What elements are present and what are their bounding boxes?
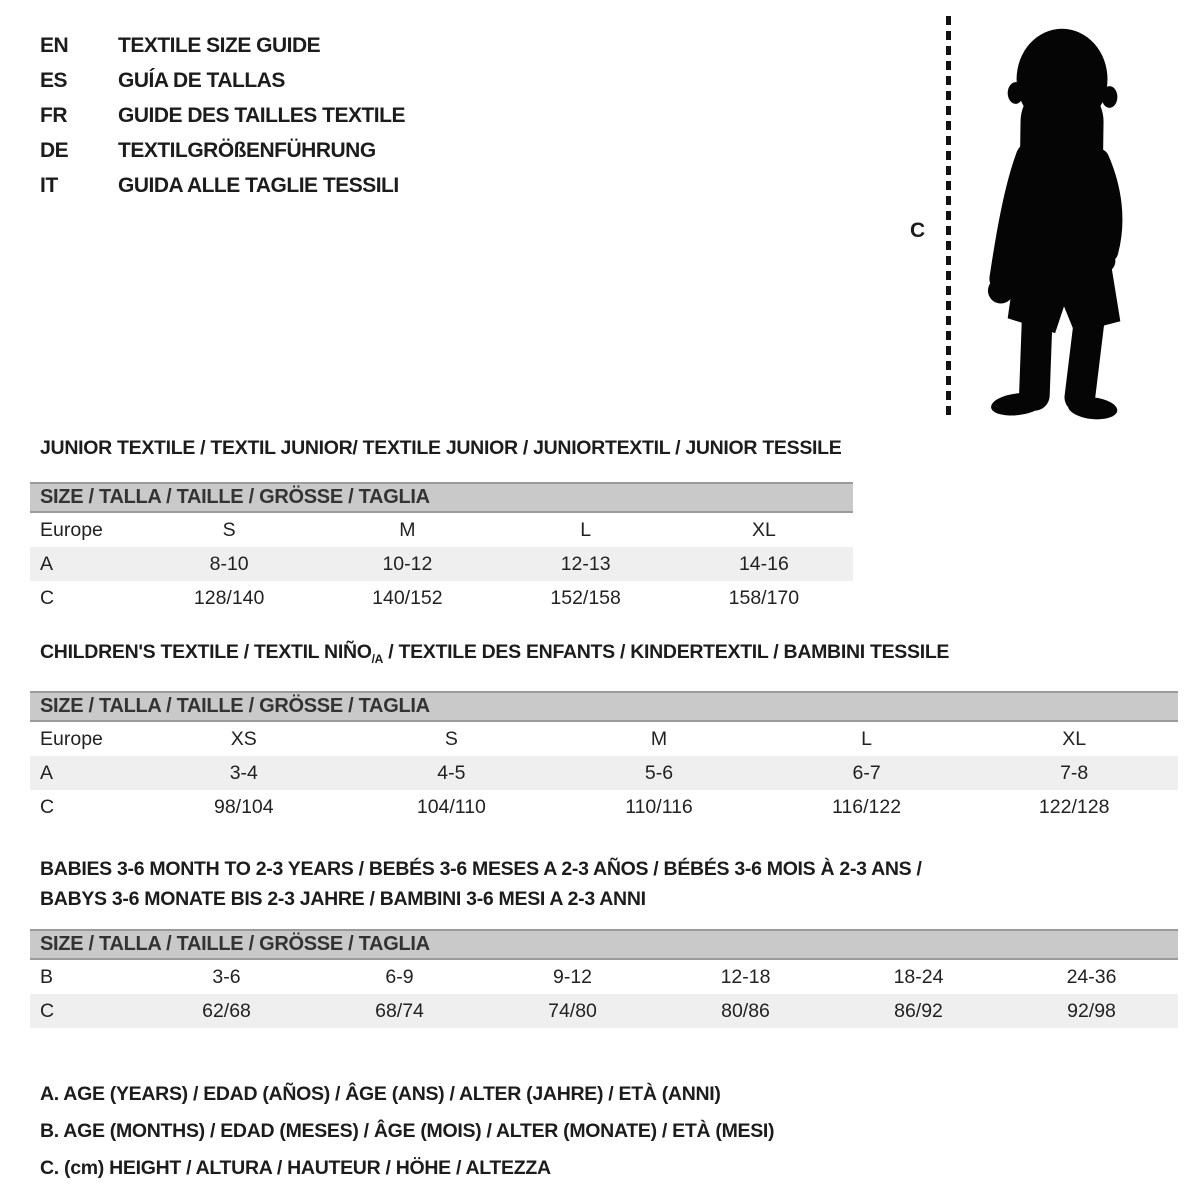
height-cell: 80/86 [721, 1000, 770, 1022]
baby-silhouette-icon [955, 10, 1175, 425]
junior-section-title: JUNIOR TEXTILE / TEXTIL JUNIOR/ TEXTILE JUNIOR / JUNIORTEXTIL / JUNIOR TESSILE [40, 437, 842, 459]
height-measure-label: C [910, 219, 926, 242]
table-row [30, 581, 853, 615]
row-label: B [40, 966, 54, 988]
children-size-table [30, 691, 1178, 824]
age-cell: 9-12 [552, 966, 593, 988]
height-cell: 62/68 [202, 1000, 251, 1022]
language-code: IT [40, 173, 58, 197]
table-row [30, 790, 1178, 824]
language-row-fr [40, 98, 405, 133]
language-title: TEXTILE SIZE GUIDE [118, 33, 321, 57]
table-row [30, 513, 853, 547]
height-cell: 98/104 [213, 796, 274, 818]
legend-line-age-months: B. AGE (MONTHS) / EDAD (MESES) / ÂGE (MOIS) / ALTER (MONATE) / ETÀ (MESI) [40, 1120, 775, 1142]
age-cell: 18-24 [893, 966, 944, 988]
table-row [30, 547, 853, 581]
legend-line-age-years: A. AGE (YEARS) / EDAD (AÑOS) / ÂGE (ANS) / ALTER (JAHRE) / ETÀ (ANNI) [40, 1083, 721, 1105]
age-cell: 6-9 [385, 966, 414, 988]
babies-title-line1: BABIES 3-6 MONTH TO 2-3 YEARS / BEBÉS 3-6 MESES A 2-3 AÑOS / BÉBÉS 3-6 MOIS À 2-3 ANS / [40, 858, 922, 880]
size-cell: XL [1062, 728, 1087, 750]
row-label: Europe [40, 728, 103, 750]
age-cell: 10-12 [382, 553, 433, 575]
table-row [30, 756, 1178, 790]
language-code: FR [40, 103, 67, 127]
age-cell: 7-8 [1060, 762, 1089, 784]
height-cell: 104/110 [416, 796, 486, 818]
age-cell: 24-36 [1066, 966, 1117, 988]
junior-size-table [30, 482, 853, 615]
height-measure-dashed-line [946, 16, 951, 416]
language-list [40, 28, 405, 203]
age-cell: 6-7 [852, 762, 881, 784]
age-cell: 3-4 [229, 762, 258, 784]
age-cell: 14-16 [738, 553, 789, 575]
language-row-it [40, 168, 405, 203]
children-size-header-bar: SIZE / TALLA / TAILLE / GRÖSSE / TAGLIA [30, 691, 1178, 722]
height-cell: 122/128 [1038, 796, 1110, 818]
size-cell: M [399, 519, 416, 541]
height-cell: 128/140 [193, 587, 265, 609]
height-cell: 74/80 [548, 1000, 597, 1022]
height-cell: 86/92 [894, 1000, 943, 1022]
row-label: A [40, 762, 54, 784]
age-cell: 12-13 [560, 553, 611, 575]
babies-title-line2: BABYS 3-6 MONATE BIS 2-3 JAHRE / BAMBINI 3-6 MESI A 2-3 ANNI [40, 888, 646, 910]
age-cell: 8-10 [209, 553, 249, 575]
height-cell: 92/98 [1067, 1000, 1116, 1022]
language-row-de [40, 133, 405, 168]
language-title: GUIDA ALLE TAGLIE TESSILI [118, 173, 399, 197]
height-cell: 68/74 [375, 1000, 424, 1022]
children-title-subscript: /A [371, 651, 384, 666]
table-row [30, 994, 1178, 1028]
size-cell: L [861, 728, 872, 750]
language-code: EN [40, 33, 69, 57]
junior-size-header-bar: SIZE / TALLA / TAILLE / GRÖSSE / TAGLIA [30, 482, 853, 513]
height-cell: 116/122 [832, 796, 902, 818]
table-row [30, 960, 1178, 994]
children-title-part1: CHILDREN'S TEXTILE / TEXTIL NIÑO [40, 641, 372, 663]
babies-section-title [40, 854, 922, 914]
size-cell: XL [751, 519, 776, 541]
row-label: Europe [40, 519, 103, 541]
children-title-part2: / TEXTILE DES ENFANTS / KINDERTEXTIL / BAMBINI TESSILE [383, 641, 950, 663]
language-title: GUÍA DE TALLAS [118, 68, 285, 92]
size-cell: L [580, 519, 592, 541]
size-cell: XS [230, 728, 257, 750]
size-cell: M [650, 728, 668, 750]
age-cell: 4-5 [437, 762, 466, 784]
age-cell: 3-6 [212, 966, 241, 988]
language-title: TEXTILGRÖßENFÜHRUNG [118, 138, 376, 162]
row-label: A [40, 553, 54, 575]
age-cell: 12-18 [720, 966, 771, 988]
children-section-title [40, 641, 949, 666]
language-title: GUIDE DES TAILLES TEXTILE [118, 103, 405, 127]
row-label: C [40, 1000, 55, 1022]
height-cell: 152/158 [550, 587, 621, 609]
babies-size-table [30, 929, 1178, 1028]
table-row [30, 722, 1178, 756]
language-row-en [40, 28, 405, 63]
size-cell: S [444, 728, 458, 750]
language-row-es [40, 63, 405, 98]
size-cell: S [222, 519, 236, 541]
height-cell: 110/116 [625, 796, 693, 818]
legend-line-height-cm: C. (cm) HEIGHT / ALTURA / HAUTEUR / HÖHE / ALTEZZA [40, 1157, 551, 1179]
height-cell: 140/152 [372, 587, 443, 609]
row-label: C [40, 587, 55, 609]
language-code: DE [40, 138, 69, 162]
legend [40, 1076, 774, 1187]
height-cell: 158/170 [728, 587, 800, 609]
language-code: ES [40, 68, 68, 92]
row-label: C [40, 796, 55, 818]
babies-size-header-bar: SIZE / TALLA / TAILLE / GRÖSSE / TAGLIA [30, 929, 1178, 960]
age-cell: 5-6 [644, 762, 674, 784]
